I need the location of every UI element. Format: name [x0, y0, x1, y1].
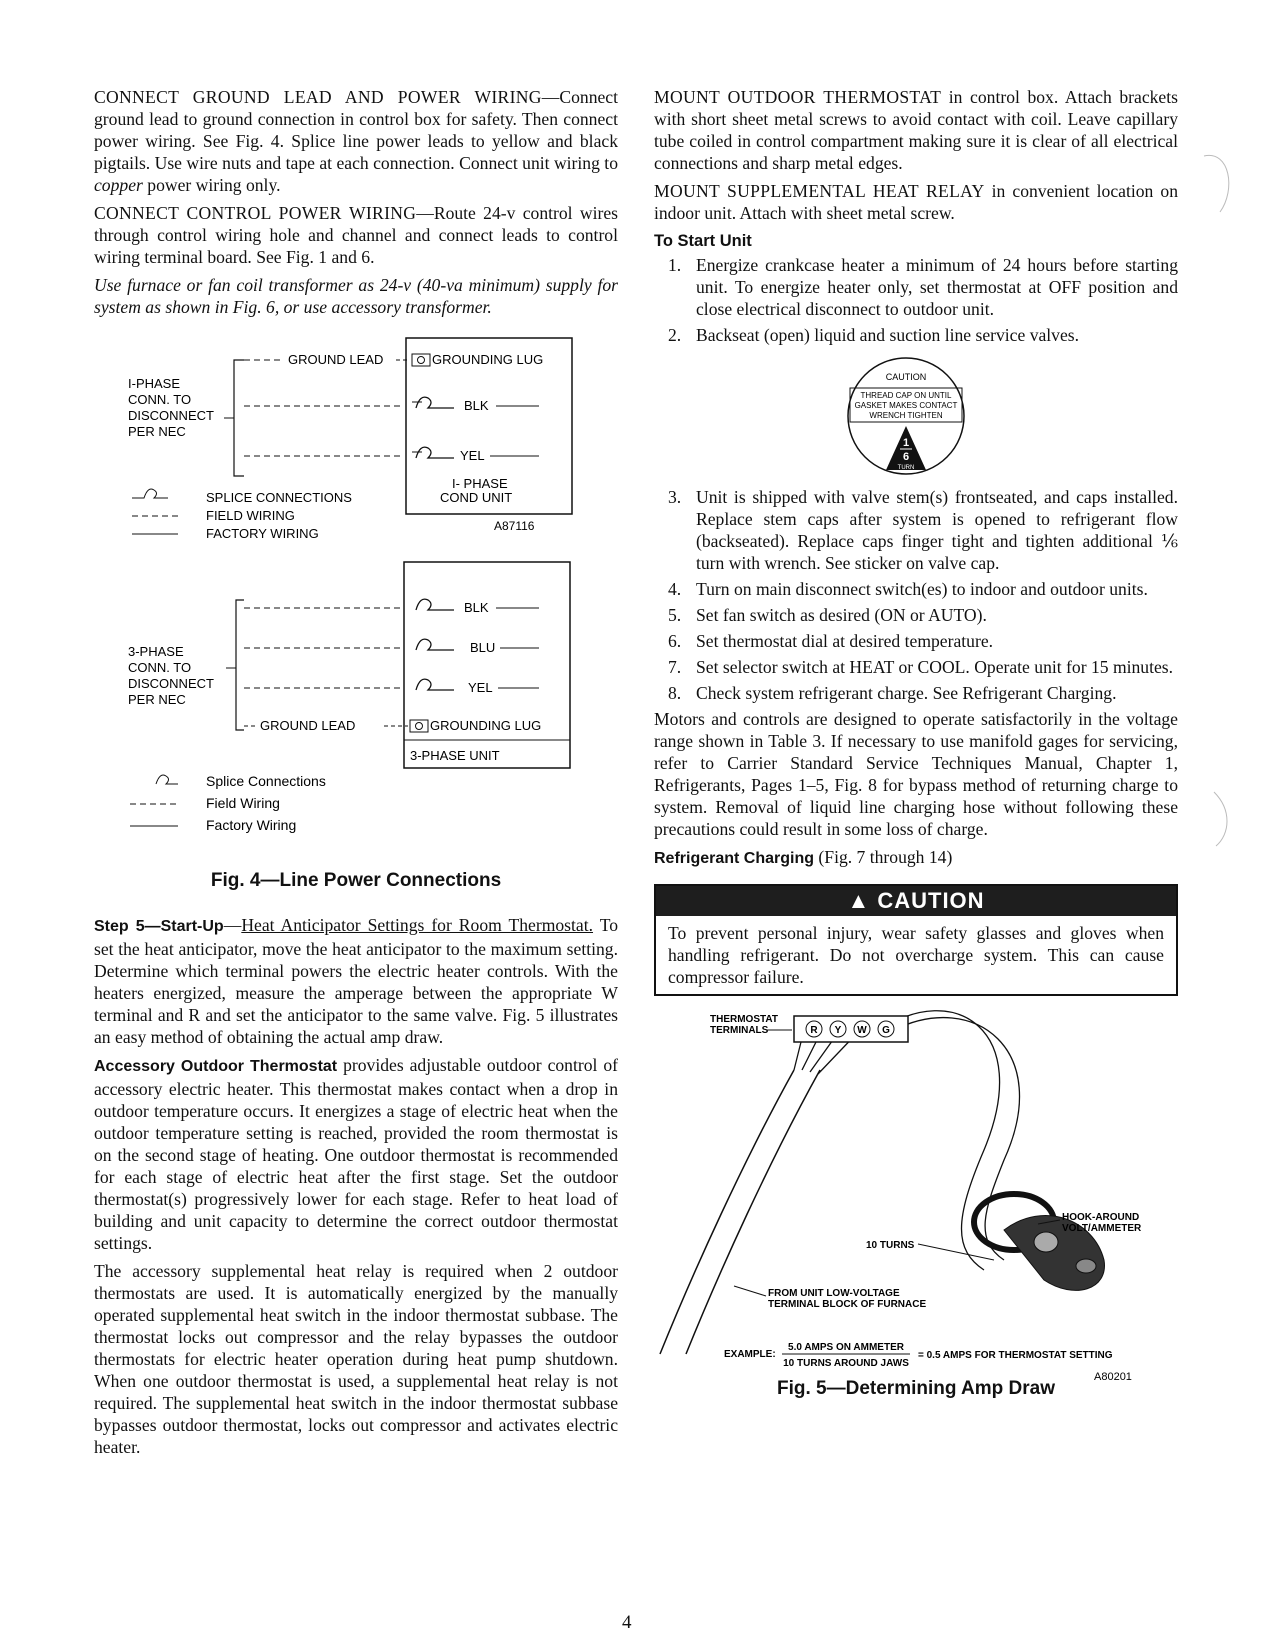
- svg-text:3-PHASE: 3-PHASE: [128, 644, 184, 659]
- ground-lead-paragraph: CONNECT GROUND LEAD AND POWER WIRING—Connect ground lead to ground connection in control box for safety. Then connect power wiring. See Fig. 4. Splice line power leads to yellow and black pigtails. Use wire nuts and tape at each connection. Connect unit wiring to copper power wiring only.: [94, 87, 618, 195]
- list-item: 5. Set fan switch as desired (ON or AUTO).: [668, 605, 987, 625]
- svg-text:Splice Connections: Splice Connections: [206, 773, 326, 789]
- svg-text:DISCONNECT: DISCONNECT: [128, 408, 214, 423]
- svg-text:A80201: A80201: [1094, 1371, 1132, 1382]
- svg-text:TERMINALS: TERMINALS: [710, 1025, 769, 1036]
- svg-text:1: 1: [902, 437, 910, 449]
- list-item: 1. Energize crankcase heater a minimum of 24 hours before starting unit. To energize heater only, set thermostat at OFF position and close electrical disconnect to outdoor unit.: [668, 255, 1178, 319]
- svg-text:5.0 AMPS ON AMMETER: 5.0 AMPS ON AMMETER: [788, 1342, 904, 1353]
- list-item: 8. Check system refrigerant charge. See Refrigerant Charging.: [668, 683, 1117, 703]
- list-item: 7. Set selector switch at HEAT or COOL. Operate unit for 15 minutes.: [668, 657, 1174, 677]
- svg-text:6: 6: [902, 451, 910, 463]
- page-number: 4: [622, 1612, 632, 1633]
- list-item: 3. Unit is shipped with valve stem(s) frontseated, and caps installed. Replace stem caps after system is opened to refrigerant flow (backseated). Replace caps finger tight and tighten additional ⅙ turn with wrench. See sticker on valve cap.: [668, 487, 1178, 573]
- svg-text:PER NEC: PER NEC: [128, 424, 186, 439]
- outdoor-thermostat-paragraph: Accessory Outdoor Thermostat provides adjustable outdoor control of accessory electric heater. This thermostat makes contact when a drop in outdoor temperature occurs. It energizes a stage of electric heat when the outdoor temperature setting is reached, provided the room thermostat is on the second stage of heating. One outdoor thermostat is recommended for each stage of electric heat after the first stage. Set the outdoor thermostat(s) progressively lower for each stage. Refer to heat load of building and unit capacity to determine the correct outdoor thermostat settings.: [94, 1055, 618, 1253]
- fig4-caption: Fig. 4—Line Power Connections: [210, 870, 502, 891]
- svg-text:EXAMPLE:: EXAMPLE:: [724, 1349, 776, 1360]
- start-steps-a: [654, 254, 1178, 346]
- svg-text:YEL: YEL: [468, 680, 493, 695]
- start-steps-b: [654, 486, 1178, 704]
- svg-text:TURN: TURN: [897, 465, 915, 471]
- mount-relay-paragraph: MOUNT SUPPLEMENTAL HEAT RELAY in convenient location on indoor unit. Attach with sheet metal screw.: [654, 181, 1178, 223]
- refrigerant-charging-line: Refrigerant Charging (Fig. 7 through 14): [654, 847, 953, 867]
- svg-text:HOOK-AROUND: HOOK-AROUND: [1062, 1212, 1140, 1223]
- svg-text:3-PHASE UNIT: 3-PHASE UNIT: [410, 748, 500, 763]
- svg-text:THREAD CAP ON UNTIL: THREAD CAP ON UNTIL: [860, 391, 952, 400]
- caution-box: [654, 884, 1178, 996]
- svg-text:CAUTION: CAUTION: [885, 372, 927, 382]
- svg-text:10 TURNS: 10 TURNS: [866, 1240, 915, 1251]
- blk-label: BLK: [464, 398, 489, 413]
- yel-label: YEL: [460, 448, 485, 463]
- svg-text:TERMINAL BLOCK OF FURNACE: TERMINAL BLOCK OF FURNACE: [768, 1299, 927, 1310]
- right-column: [654, 86, 1178, 1400]
- fig5-caption: Fig. 5—Determining Amp Draw: [777, 1378, 1055, 1399]
- step5-paragraph: Step 5—Start-Up—Heat Anticipator Settings for Room Thermostat. To set the heat anticipator, move the heat anticipator to the maximum setting. Determine which terminal powers the electric heater controls. With the heaters energized, measure the amperage between the appropriate W terminal and R and set the anticipator to the same valve. Fig. 5 illustrates an easy method of obtaining the actual amp draw.: [94, 915, 619, 1047]
- splice-icon: [416, 397, 454, 408]
- svg-text:I- PHASE: I- PHASE: [452, 476, 508, 491]
- scan-mark-decoration: [1200, 150, 1240, 220]
- svg-text:FIELD WIRING: FIELD WIRING: [206, 508, 295, 523]
- list-item: 2. Backseat (open) liquid and suction line service valves.: [668, 325, 1080, 345]
- svg-text:G: G: [882, 1025, 890, 1036]
- svg-text:WRENCH TIGHTEN: WRENCH TIGHTEN: [869, 411, 943, 420]
- splice-icon: [416, 447, 454, 458]
- caution-text: To prevent personal injury, wear safety glasses and gloves when handling refrigerant. Do not overcharge system. This can cause compressor failure.: [668, 923, 1164, 987]
- svg-text:CONN. TO: CONN. TO: [128, 660, 192, 675]
- svg-text:SPLICE CONNECTIONS: SPLICE CONNECTIONS: [206, 490, 352, 505]
- svg-text:CONN. TO: CONN. TO: [128, 392, 192, 407]
- svg-text:THERMOSTAT: THERMOSTAT: [710, 1014, 778, 1025]
- hook-around-ammeter: [974, 1194, 1104, 1290]
- grounding-lug-icon: [412, 354, 430, 366]
- svg-text:R: R: [810, 1025, 818, 1036]
- supplemental-relay-paragraph: The accessory supplemental heat relay is required when 2 outdoor thermostats are used. It is automatically energized by the manually operated supplemental heat switch in the indoor thermostat subbase. The thermostat locks out compressor and the relay bypasses the outdoor thermostats for electric heater operation during heat pump shutdown. When one outdoor thermostat is used, a supplemental heat relay is not required. The supplemental heat switch in the indoor thermostat subbase bypasses outdoor thermostat, locks out compressor and activates electric heater.: [94, 1261, 618, 1457]
- mount-thermostat-paragraph: MOUNT OUTDOOR THERMOSTAT in control box. Attach brackets with short sheet metal screws to avoid contact with coil. Leave capillary tube coiled in control compartment making sure it is clear of all electrical connections and sharp metal edges.: [654, 87, 1178, 173]
- svg-text:A87116: A87116: [494, 519, 535, 533]
- ground-lead-label: GROUND LEAD: [288, 352, 384, 367]
- svg-text:COND UNIT: COND UNIT: [440, 490, 513, 505]
- svg-text:Factory Wiring: Factory Wiring: [206, 817, 297, 833]
- list-item: 6. Set thermostat dial at desired temperature.: [668, 631, 994, 651]
- svg-text:PER NEC: PER NEC: [128, 692, 186, 707]
- control-power-paragraph: CONNECT CONTROL POWER WIRING—Route 24-v control wires through control wiring hole and channel and connect leads to control wiring terminal board. See Fig. 1 and 6.: [94, 203, 618, 267]
- scan-mark-decoration: [1210, 790, 1240, 850]
- grounding-lug-icon: [410, 720, 428, 732]
- motors-paragraph: Motors and controls are designed to operate satisfactorily in the voltage range shown in Table 3. If necessary to use manifold gages for servicing, refer to Carrier Standard Service Techniques Manual, Chapter 1, Refrigerants, Pages 1–5, Fig. 8 for bypass method of returning charge to system. Removal of liquid line charging hose without following these precautions could result in some loss of charge.: [654, 709, 1178, 839]
- svg-text:W: W: [857, 1025, 867, 1036]
- svg-text:BLU: BLU: [470, 640, 496, 655]
- three-phase-unit-box: [404, 562, 570, 768]
- warning-triangle-icon: ▲: [847, 888, 871, 913]
- grounding-lug-label: GROUNDING LUG: [432, 352, 544, 367]
- svg-text:I-PHASE: I-PHASE: [128, 376, 181, 391]
- caution-header: ▲ CAUTION: [656, 886, 1176, 916]
- svg-text:10 TURNS AROUND JAWS: 10 TURNS AROUND JAWS: [783, 1358, 909, 1369]
- svg-text:BLK: BLK: [464, 600, 489, 615]
- list-item: 4. Turn on main disconnect switch(es) to indoor and outdoor units.: [668, 579, 1148, 599]
- svg-text:VOLT/AMMETER: VOLT/AMMETER: [1062, 1223, 1142, 1234]
- transformer-note: Use furnace or fan coil transformer as 24-v (40-va minimum) supply for system as shown in Fig. 6, or use accessory transformer.: [94, 275, 618, 317]
- fig4-line-power-diagram: [94, 326, 618, 886]
- left-column: [94, 86, 618, 1464]
- svg-text:Y: Y: [834, 1025, 842, 1036]
- svg-text:FROM UNIT LOW-VOLTAGE: FROM UNIT LOW-VOLTAGE: [768, 1288, 900, 1299]
- svg-text:GROUND LEAD: GROUND LEAD: [260, 718, 356, 733]
- valve-cap-sticker: [654, 352, 1178, 482]
- svg-text:DISCONNECT: DISCONNECT: [128, 676, 214, 691]
- svg-text:Field Wiring: Field Wiring: [206, 795, 280, 811]
- svg-text:GASKET MAKES CONTACT: GASKET MAKES CONTACT: [854, 401, 958, 410]
- svg-text:= 0.5 AMPS FOR THERMOSTAT SETT: = 0.5 AMPS FOR THERMOSTAT SETTING: [918, 1350, 1113, 1361]
- svg-text:GROUNDING LUG: GROUNDING LUG: [430, 718, 542, 733]
- start-unit-heading: To Start Unit: [654, 232, 752, 250]
- svg-text:FACTORY WIRING: FACTORY WIRING: [206, 526, 319, 541]
- fig5-amp-draw-diagram: [654, 1010, 1178, 1382]
